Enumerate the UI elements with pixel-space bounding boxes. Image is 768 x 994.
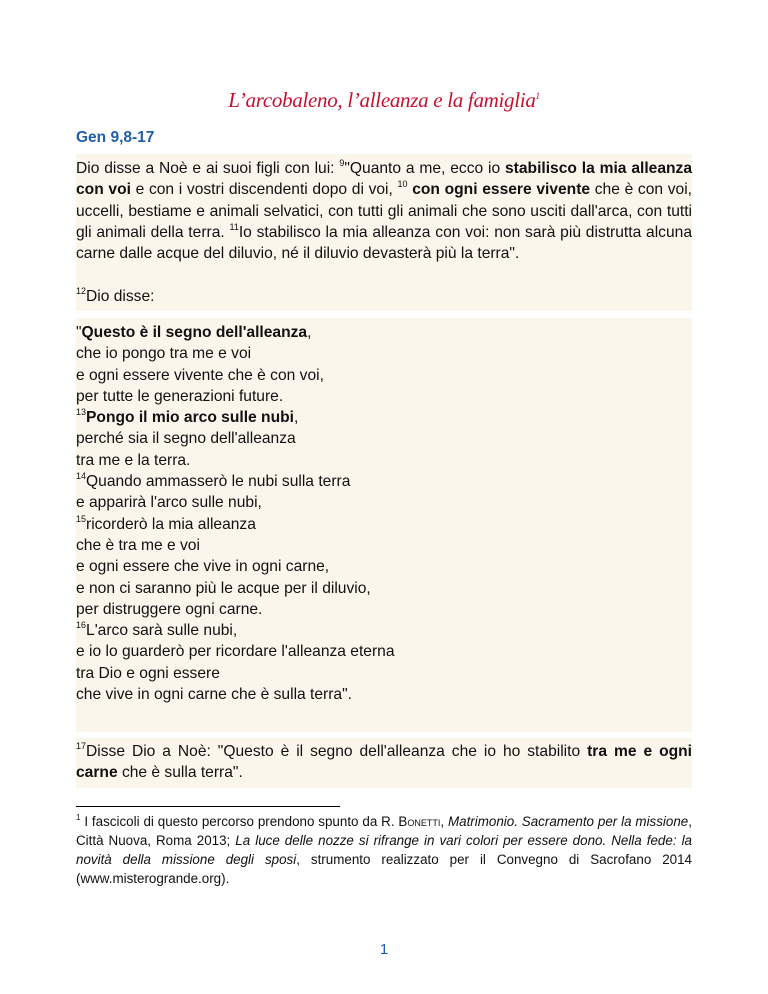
poem-line: che io pongo tra me e voi bbox=[76, 345, 252, 363]
poem-line: e non ci saranno più le acque per il diluvio, bbox=[76, 579, 371, 597]
verse-number-11: 11 bbox=[229, 221, 239, 232]
verse-number-14: 14 bbox=[76, 471, 87, 482]
verse-number-13: 13 bbox=[76, 407, 87, 418]
verse-12-line: $^{12}$Dio disse: bbox=[76, 286, 155, 305]
poem-line: per tutte le generazioni future. bbox=[76, 387, 284, 405]
poem-line: perché sia il segno dell'alleanza bbox=[76, 430, 296, 448]
verse-number-12: 12 bbox=[76, 286, 87, 296]
verse-number-9: 9 bbox=[339, 158, 345, 168]
verse-number-17: 17 bbox=[76, 741, 87, 751]
page-number: 1 bbox=[379, 941, 389, 958]
footnote-number: 1 bbox=[76, 813, 81, 822]
paragraph-verses-8-11: Dio disse a Noè e ai suoi figli con lui: $^9$"Quanto a me, ecco io stabilisco la mia alleanza con voi e con i vostri discendenti dopo di voi, $^{10}$ con ogni essere vivente che è con voi, uccelli, bestiame e animali selvatici, con tutti gli animali che sono usciti dall'arca, con tutti gli animali della terra. $^{11}$Io stabilisco la mia alleanza con voi: non sarà più distrutta alcuna carne dalle acque del diluvio, né il diluvio devasterà più la terra". bbox=[76, 158, 693, 263]
poem-line: $^{13}$Pongo il mio arco sulle nubi, bbox=[76, 407, 299, 427]
title-footnote-marker[interactable]: 1 bbox=[535, 91, 540, 101]
verse-number-16: 16 bbox=[76, 620, 87, 631]
footnote: $^1$ I fascicoli di questo percorso prendono spunto da R. Bonetti, Matrimonio. Sacramento per la missione, Città Nuova, Roma 2013; La luce delle nozze si rifrange in vari colori per essere dono. Nella fede: la novità della missione degli sposi, strumento realizzato per il Convegno di Sacrofano 2014 (www.misterogrande.org). bbox=[76, 813, 692, 886]
poem-block bbox=[76, 322, 692, 705]
poem-line: $^{14}$Quando ammasserò le nubi sulla terra bbox=[76, 471, 351, 491]
paragraph-verse-17: $^{17}$Disse Dio a Noè: "Questo è il segno dell'alleanza che io ho stabilito tra me e ogni carne che è sulla terra". bbox=[76, 741, 692, 782]
footnote-author: Bonetti bbox=[398, 814, 441, 829]
poem-line: che vive in ogni carne che è sulla terra". bbox=[76, 686, 352, 704]
poem-line: e io lo guarderò per ricordare l'alleanza eterna bbox=[76, 643, 395, 661]
poem-line: tra Dio e ogni essere bbox=[76, 664, 220, 682]
poem-line: tra me e la terra. bbox=[76, 451, 191, 469]
poem-line: e ogni essere che vive in ogni carne, bbox=[76, 558, 330, 576]
verse-number-15: 15 bbox=[76, 513, 87, 524]
footnote-separator bbox=[76, 806, 340, 807]
verse-number-10: 10 bbox=[397, 179, 408, 190]
poem-line: che è tra me e voi bbox=[76, 536, 200, 554]
document-title bbox=[0, 88, 768, 113]
poem-line: per distruggere ogni carne. bbox=[76, 600, 263, 618]
bold-phrase: stabilisco la mia alleanza con voi bbox=[76, 160, 692, 199]
bold-phrase: con ogni essere vivente bbox=[407, 181, 591, 199]
poem-line: $^{16}$L'arco sarà sulle nubi, bbox=[76, 620, 238, 640]
poem-line: e apparirà l'arco sulle nubi, bbox=[76, 494, 262, 512]
scripture-reference: Gen 9,8-17 bbox=[76, 129, 155, 146]
poem-line: $^{15}$ricorderò la mia alleanza bbox=[76, 513, 256, 533]
title-text: L’arcobaleno, l’alleanza e la famiglia bbox=[228, 88, 536, 112]
bold-phrase: tra me e ogni carne bbox=[76, 743, 692, 782]
poem-line: e ogni essere vivente che è con voi, bbox=[76, 366, 324, 384]
poem-line: "Questo è il segno dell'alleanza, bbox=[76, 324, 312, 341]
